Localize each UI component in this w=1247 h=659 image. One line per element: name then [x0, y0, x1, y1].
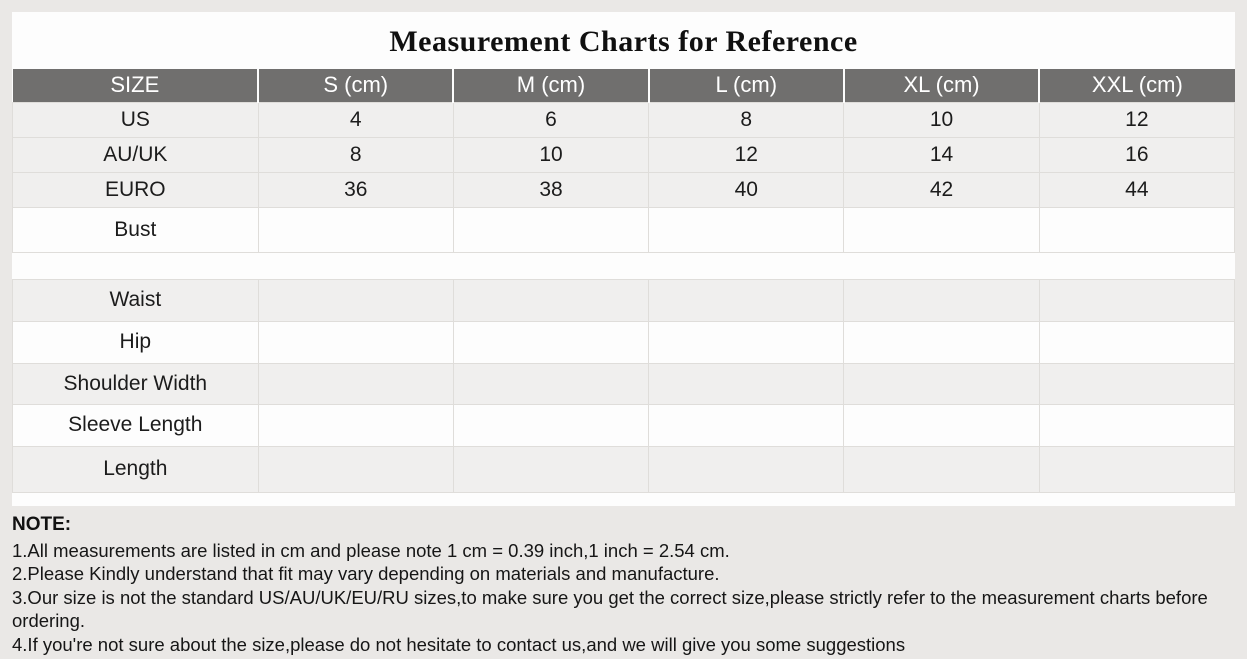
table-row-shoulder-width	[13, 363, 1235, 404]
cell	[453, 363, 648, 404]
row-label: AU/UK	[13, 137, 259, 172]
cell: 14	[844, 137, 1039, 172]
cell	[844, 404, 1039, 446]
size-table	[12, 69, 1235, 493]
page-title: Measurement Charts for Reference	[389, 25, 858, 58]
column-header-m: M (cm)	[453, 69, 648, 102]
cell: 44	[1039, 172, 1234, 207]
cell: 40	[649, 172, 844, 207]
cell	[453, 446, 648, 492]
column-header-xl: XL (cm)	[844, 69, 1039, 102]
table-row-auuk	[13, 137, 1235, 172]
note-item-1: 1.All measurements are listed in cm and please note 1 cm = 0.39 inch,1 inch = 2.54 cm.	[12, 539, 730, 561]
cell: 10	[844, 102, 1039, 137]
row-label: Sleeve Length	[13, 404, 259, 446]
cell	[1039, 446, 1234, 492]
note-item-4: 4.If you're not sure about the size,please do not hesitate to contact us,and we will give you some suggestions	[12, 633, 906, 655]
note-section	[12, 506, 1235, 657]
column-header-xxl: XXL (cm)	[1039, 69, 1234, 102]
table-header-row	[13, 69, 1235, 102]
table-row-waist	[13, 279, 1235, 321]
row-label: EURO	[13, 172, 259, 207]
row-label: Length	[13, 446, 259, 492]
cell: 42	[844, 172, 1039, 207]
cell	[649, 279, 844, 321]
table-row-length	[13, 446, 1235, 492]
cell	[1039, 207, 1234, 252]
cell: 10	[453, 137, 648, 172]
row-label: Waist	[13, 279, 259, 321]
cell: 6	[453, 102, 648, 137]
cell	[649, 321, 844, 363]
cell	[453, 321, 648, 363]
size-chart-panel	[12, 12, 1235, 506]
column-header-s: S (cm)	[258, 69, 453, 102]
note-item-3: 3.Our size is not the standard US/AU/UK/EU/RU sizes,to make sure you get the correct size,please strictly refer to the measurement charts before ordering.	[12, 586, 1208, 631]
cell: 12	[649, 137, 844, 172]
cell	[649, 363, 844, 404]
cell: 8	[258, 137, 453, 172]
cell	[258, 404, 453, 446]
cell	[1039, 363, 1234, 404]
spacer-row	[13, 252, 1235, 279]
cell	[453, 279, 648, 321]
cell: 8	[649, 102, 844, 137]
cell	[453, 404, 648, 446]
cell	[844, 279, 1039, 321]
cell	[258, 207, 453, 252]
cell	[1039, 279, 1234, 321]
cell: 4	[258, 102, 453, 137]
note-item-2: 2.Please Kindly understand that fit may vary depending on materials and manufacture.	[12, 563, 720, 584]
table-row-hip	[13, 321, 1235, 363]
cell: 16	[1039, 137, 1234, 172]
table-row-euro	[13, 172, 1235, 207]
row-label: Hip	[13, 321, 259, 363]
cell	[844, 363, 1039, 404]
cell	[844, 321, 1039, 363]
cell	[649, 207, 844, 252]
spacer-cell	[13, 252, 1235, 279]
cell	[649, 446, 844, 492]
cell	[1039, 321, 1234, 363]
cell: 38	[453, 172, 648, 207]
table-row-sleeve-length	[13, 404, 1235, 446]
column-header-l: L (cm)	[649, 69, 844, 102]
table-row-bust	[13, 207, 1235, 252]
cell	[258, 446, 453, 492]
cell	[453, 207, 648, 252]
row-label: US	[13, 102, 259, 137]
row-label: Bust	[13, 207, 259, 252]
cell	[649, 404, 844, 446]
cell	[258, 321, 453, 363]
row-label: Shoulder Width	[13, 363, 259, 404]
cell	[844, 207, 1039, 252]
cell	[258, 363, 453, 404]
cell	[1039, 404, 1234, 446]
table-row-us	[13, 102, 1235, 137]
note-heading: NOTE:	[12, 513, 72, 535]
cell	[258, 279, 453, 321]
cell: 36	[258, 172, 453, 207]
cell: 12	[1039, 102, 1234, 137]
cell	[844, 446, 1039, 492]
column-header-size: SIZE	[13, 69, 259, 102]
